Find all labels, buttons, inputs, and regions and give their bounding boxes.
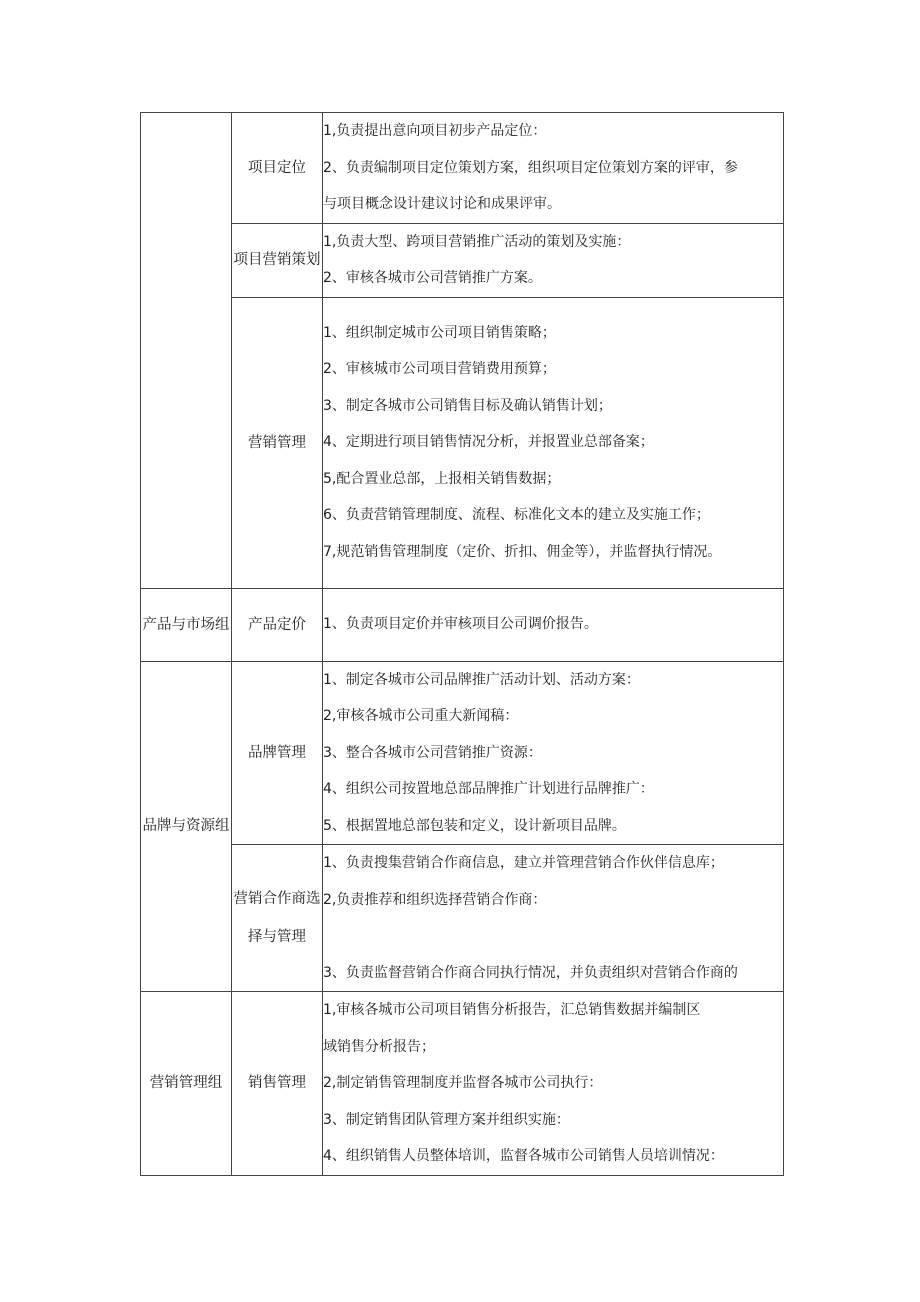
duty-line: 与项目概念设计建议讨论和成果评审。 bbox=[323, 196, 561, 212]
duty-line: 4、组织销售人员整体培训，监督各城市公司销售人员培训情况： bbox=[323, 1148, 724, 1164]
table-row bbox=[141, 992, 784, 1176]
group-cell: 产品与市场组 bbox=[141, 588, 232, 661]
duty-line: 1、负责项目定价并审核项目公司调价报告。 bbox=[323, 616, 598, 633]
duty-line: 2,负责推荐和组织选择营销合作商： bbox=[323, 891, 547, 908]
group-cell-empty bbox=[141, 113, 232, 589]
duty-line: 1,负责提出意向项目初步产品定位： bbox=[323, 123, 547, 139]
table-row bbox=[141, 588, 784, 661]
duty-line: 域销售分析报告； bbox=[323, 1038, 435, 1055]
table-row bbox=[141, 661, 784, 845]
table-row bbox=[141, 845, 784, 992]
duty-line bbox=[323, 918, 783, 955]
duty-line: 3、制定销售团队管理方案并组织实施： bbox=[323, 1111, 570, 1128]
duty-line: 3、制定各城市公司销售目标及确认销售计划； bbox=[323, 397, 612, 414]
duty-line: 1、负责搜集营销合作商信息，建立并管理营销合作伙伴信息库； bbox=[323, 855, 724, 871]
function-cell: 项目定位 bbox=[232, 113, 323, 224]
duty-line: 5、根据置地总部包装和定义，设计新项目品牌。 bbox=[323, 817, 626, 834]
responsibility-table bbox=[140, 112, 784, 1176]
duty-line: 2,审核各城市公司重大新闻稿： bbox=[323, 708, 519, 724]
function-cell: 产品定价 bbox=[232, 588, 323, 661]
duty-line: 1、制定各城市公司品牌推广活动计划、活动方案： bbox=[323, 671, 640, 688]
function-cell: 营销合作商选择与管理 bbox=[232, 845, 323, 992]
table-row bbox=[141, 223, 784, 297]
duty-cell bbox=[323, 223, 784, 297]
duty-line: 3、负责监督营销合作商合同执行情况，并负责组织对营销合作商的 bbox=[323, 964, 738, 981]
duty-line: 1、组织制定城市公司项目销售策略； bbox=[323, 324, 556, 341]
duty-line: 1,审核各城市公司项目销售分析报告，汇总销售数据并编制区 bbox=[323, 1002, 701, 1018]
function-cell: 营销管理 bbox=[232, 297, 323, 588]
group-cell: 品牌与资源组 bbox=[141, 661, 232, 992]
duty-line: 2、负责编制项目定位策划方案，组织项目定位策划方案的评审，参 bbox=[323, 159, 738, 176]
function-cell: 品牌管理 bbox=[232, 661, 323, 845]
group-cell: 营销管理组 bbox=[141, 992, 232, 1176]
duty-line: 2、审核各城市公司营销推广方案。 bbox=[323, 270, 542, 286]
duty-line: 5,配合置业总部，上报相关销售数据； bbox=[323, 470, 561, 487]
duty-cell bbox=[323, 661, 784, 845]
duty-line: 4、组织公司按置地总部品牌推广计划进行品牌推广： bbox=[323, 781, 654, 797]
duty-cell bbox=[323, 845, 784, 992]
function-cell: 销售管理 bbox=[232, 992, 323, 1176]
duty-cell bbox=[323, 588, 784, 661]
function-cell: 项目营销策划 bbox=[232, 223, 323, 297]
duty-line: 3、整合各城市公司营销推广资源： bbox=[323, 744, 542, 761]
duty-line: 6、负责营销管理制度、流程、标准化文本的建立及实施工作； bbox=[323, 507, 710, 524]
duty-cell bbox=[323, 992, 784, 1176]
duty-line: 7,规范销售管理制度（定价、折扣、佣金等），并监督执行情况。 bbox=[323, 543, 722, 560]
duty-line: 1,负责大型、跨项目营销推广活动的策划及实施： bbox=[323, 233, 631, 250]
duty-cell bbox=[323, 113, 784, 224]
table-row bbox=[141, 113, 784, 224]
duty-cell bbox=[323, 297, 784, 588]
duty-line: 2、审核城市公司项目营销费用预算； bbox=[323, 361, 556, 378]
duty-line: 2,制定销售管理制度并监督各城市公司执行： bbox=[323, 1075, 603, 1091]
duty-line: 4、定期进行项目销售情况分析，并报置业总部备案； bbox=[323, 434, 654, 451]
table-row bbox=[141, 297, 784, 588]
